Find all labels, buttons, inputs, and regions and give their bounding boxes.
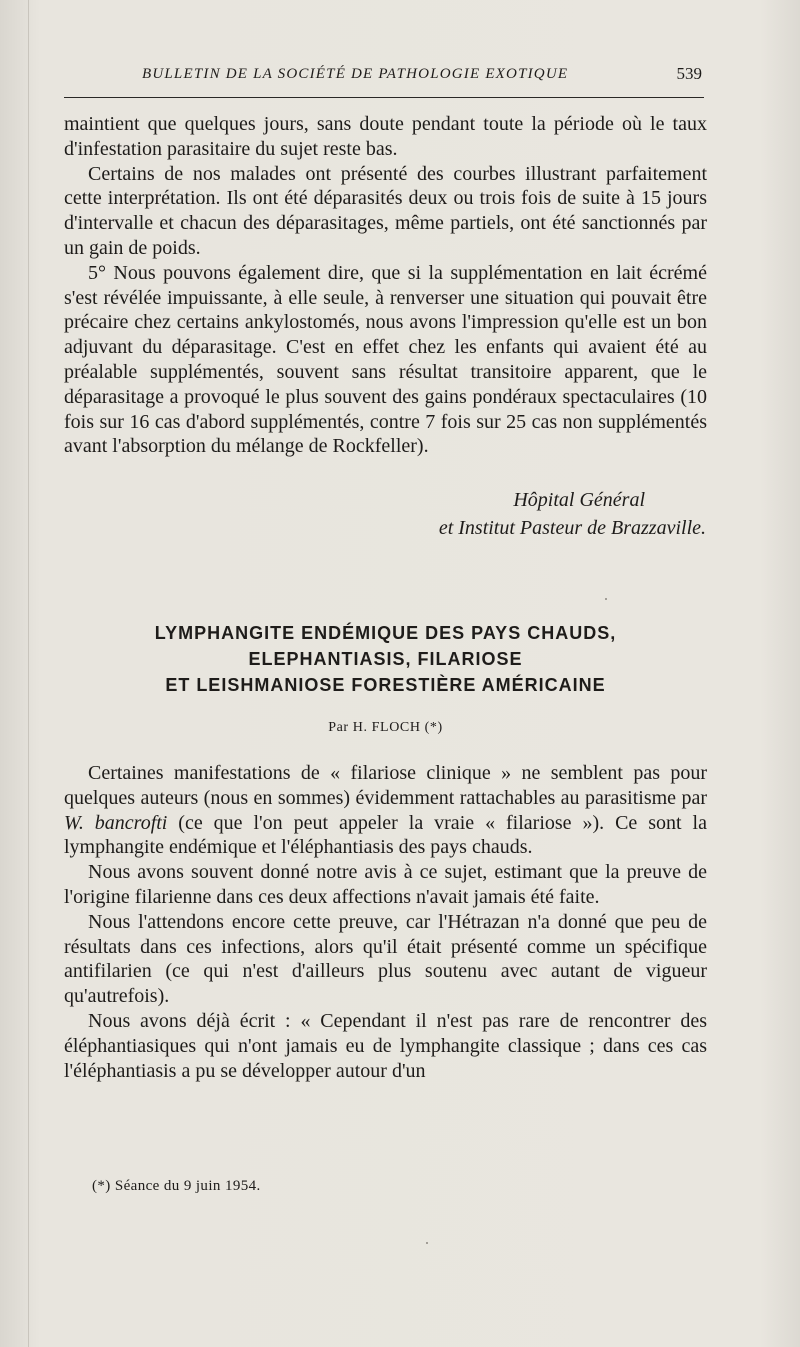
footnote: (*) Séance du 9 juin 1954.: [92, 1178, 261, 1194]
article-body: [64, 761, 707, 1083]
scan-speck: [605, 598, 607, 600]
page-number: 539: [676, 64, 702, 83]
article-title-line: ELEPHANTIASIS, FILARIOSE: [248, 649, 523, 669]
paragraph-text: (ce que l'on peut appeler la vraie « filariose »). Ce sont la lymphangite endémique et l'éléphantiasis des pays chauds.: [64, 811, 707, 859]
paragraph: Nous avons souvent donné notre avis à ce sujet, estimant que la preuve de l'origine filarienne dans ces deux affections n'avait jamais été faite.: [64, 861, 707, 908]
article-title-line: LYMPHANGITE ENDÉMIQUE DES PAYS CHAUDS,: [154, 623, 617, 643]
header-rule: [64, 97, 704, 98]
paragraph: Nous avons déjà écrit : « Cependant il n'est pas rare de rencontrer des éléphantiasiques qui n'ont jamais eu de lymphangite classique ; dans ces cas l'éléphantiasis a pu se développer autour d'un: [64, 1009, 707, 1082]
journal-title: BULLETIN DE LA SOCIÉTÉ DE PATHOLOGIE EXOTIQUE: [142, 66, 569, 82]
species-name: W. bancrofti: [64, 811, 168, 834]
paragraph: 5° Nous pouvons également dire, que si la supplémentation en lait écrémé s'est révélée impuissante, à elle seule, à renverser une situation qui pouvait être précaire chez certains ankylostomés, nous avons l'impression qu'elle est un bon adjuvant du déparasitage. C'est en effet chez les enfants qui avaient été au préalable supplémentés, souvent sans résultat transitoire apparent, que le déparasitage a provoqué le plus souvent des gains pondéraux spectaculaires (10 fois sur 16 cas d'abord supplémentés, contre 7 fois sur 25 cas non supplémentés avant l'absorption du mélange de Rockfeller).: [64, 261, 707, 458]
paragraph: maintient que quelques jours, sans doute pendant toute la période où le taux d'infestation parasitaire du sujet reste bas.: [64, 113, 707, 160]
paragraph: Certains de nos malades ont présenté des courbes illustrant parfaitement cette interprétation. Ils ont été déparasités deux ou trois fois de suite à 15 jours d'intervalle et chacun des déparasitages, même partiels, ont été sanctionnés par un gain de poids.: [64, 162, 707, 259]
paragraph: Nous l'attendons encore cette preuve, car l'Hétrazan n'a donné que peu de résultats dans ces infections, alors qu'il était présenté comme un spécifique antifilarien (ce qui n'est d'ailleurs plus soutenu avec autant de vigueur qu'autrefois).: [64, 910, 707, 1008]
signature-institute: et Institut Pasteur de Brazzaville.: [438, 517, 706, 539]
article-title-line: ET LEISHMANIOSE FORESTIÈRE AMÉRICAINE: [165, 675, 606, 695]
running-head: [64, 66, 704, 90]
byline: Par H. FLOCH (*): [328, 720, 443, 735]
scan-speck: [426, 1242, 428, 1244]
paragraph-text: Certaines manifestations de « filariose clinique » ne semblent pas pour quelques auteurs (nous en sommes) évidemment rattachables au parasitisme par: [64, 762, 707, 809]
paragraph: [64, 761, 707, 860]
previous-article-body: [64, 112, 707, 459]
article-title: [64, 620, 707, 698]
scan-edge-line: [28, 0, 29, 1347]
signature-hospital: Hôpital Général: [513, 489, 645, 511]
